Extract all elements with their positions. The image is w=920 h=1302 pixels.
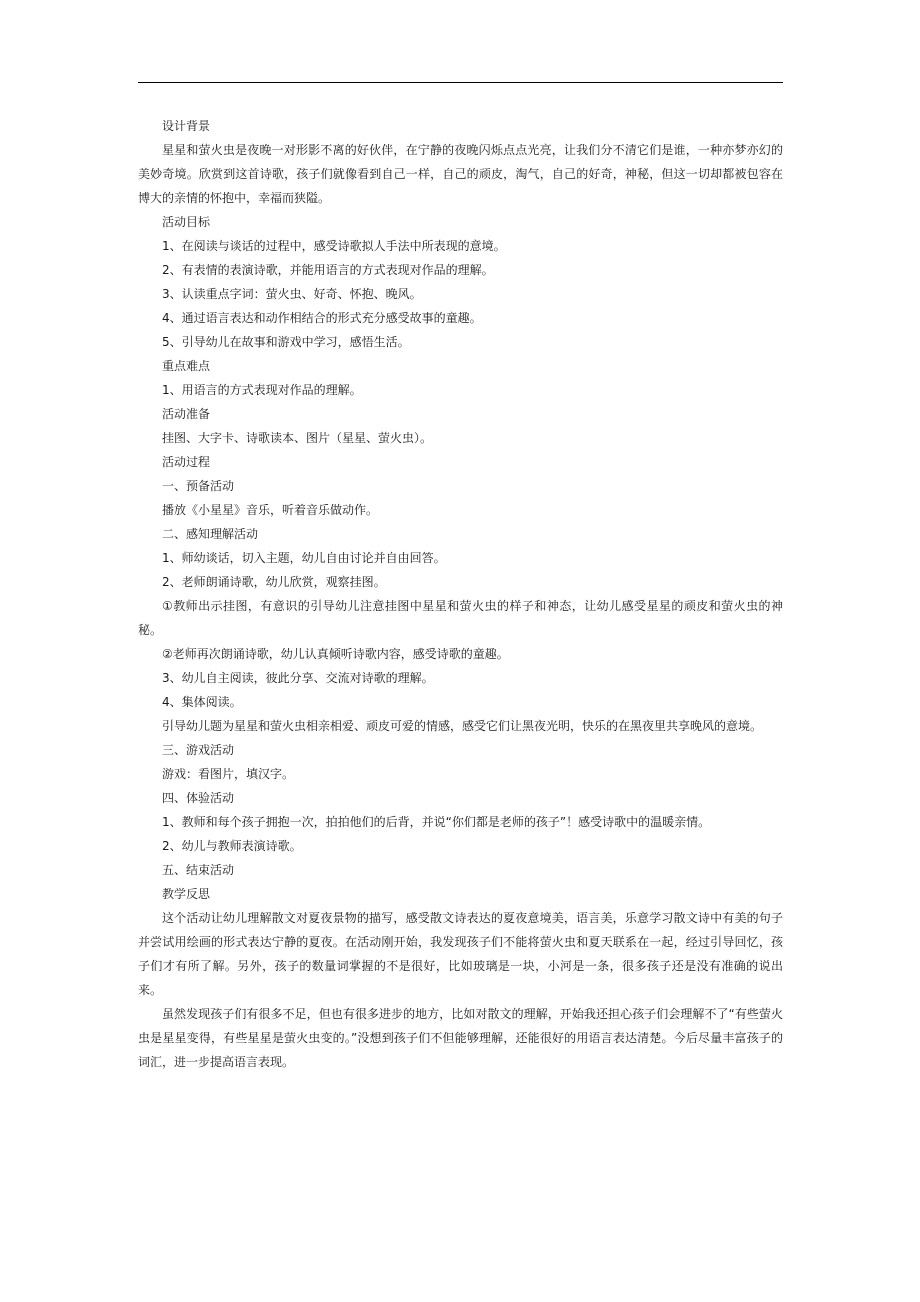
section-heading-preparation: 活动准备 xyxy=(162,407,211,421)
process-step4-item-1: 1、教师和每个孩子拥抱一次，拍拍他们的后背，并说“你们都是老师的孩子”！感受诗歌中的温暖亲情。 xyxy=(162,815,711,829)
section-heading-process: 活动过程 xyxy=(162,455,211,469)
process-step4-heading: 四、体验活动 xyxy=(162,791,235,805)
process-step3-text: 游戏：看图片，填汉字。 xyxy=(162,767,295,781)
design-background-text: 星星和萤火虫是夜晚一对形影不离的好伙伴，在宁静的夜晚闪烁点点光亮，让我们分不清它们是谁，一种亦梦亦幻的美妙奇境。欣赏到这首诗歌，孩子们就像看到自己一样，自己的顽皮，淘气，自己的好奇，神秘，但这一切却都被包容在博大的亲情的怀抱中，幸福而狭隘。 xyxy=(138,143,783,205)
document-body xyxy=(138,114,783,1074)
process-step3-heading: 三、游戏活动 xyxy=(162,743,235,757)
process-step2-item-1: 1、师幼谈话，切入主题，幼儿自由讨论并自由回答。 xyxy=(162,551,446,565)
process-step2-text: 引导幼儿题为星星和萤火虫相亲相爱、顽皮可爱的情感，感受它们让黑夜光明，快乐的在黑夜里共享晚风的意境。 xyxy=(162,719,763,733)
process-step2-item-2: 2、老师朗诵诗歌，幼儿欣赏，观察挂图。 xyxy=(162,575,386,589)
reflection-paragraph-2: 虽然发现孩子们有很多不足，但也有很多进步的地方，比如对散文的理解，开始我还担心孩子们会理解不了“有些萤火虫是星星变得，有些星星是萤火虫变的。”没想到孩子们不但能够理解，还能很好的用语言表达清楚。今后尽量丰富孩子的词汇，进一步提高语言表现。 xyxy=(138,1007,783,1069)
goal-item-2: 2、有表情的表演诗歌，并能用语言的方式表现对作品的理解。 xyxy=(162,263,494,277)
process-step2-sub-1: ①教师出示挂图，有意识的引导幼儿注意挂图中星星和萤火虫的样子和神态，让幼儿感受星星的顽皮和萤火虫的神秘。 xyxy=(138,599,783,637)
process-step1-heading: 一、预备活动 xyxy=(162,479,235,493)
process-step4-item-2: 2、幼儿与教师表演诗歌。 xyxy=(162,839,302,853)
goal-item-5: 5、引导幼儿在故事和游戏中学习，感悟生活。 xyxy=(162,335,410,349)
goal-item-4: 4、通过语言表达和动作相结合的形式充分感受故事的童趣。 xyxy=(162,311,482,325)
key-point-item-1: 1、用语言的方式表现对作品的理解。 xyxy=(162,383,362,397)
section-heading-goals: 活动目标 xyxy=(162,215,211,229)
section-heading-key-points: 重点难点 xyxy=(162,359,211,373)
reflection-paragraph-1: 这个活动让幼儿理解散文对夏夜景物的描写，感受散文诗表达的夏夜意境美，语言美，乐意学习散文诗中有美的句子并尝试用绘画的形式表达宁静的夏夜。在活动刚开始，我发现孩子们不能将萤火虫和夏天联系在一起，经过引导回忆，孩子们才有所了解。另外，孩子的数量词掌握的不是很好，比如玻璃是一块，小河是一条，很多孩子还是没有准确的说出来。 xyxy=(138,911,783,997)
process-step2-item-3: 3、幼儿自主阅读，彼此分享、交流对诗歌的理解。 xyxy=(162,671,434,685)
section-heading-design-background: 设计背景 xyxy=(162,119,211,133)
goal-item-3: 3、认读重点字词：萤火虫、好奇、怀抱、晚风。 xyxy=(162,287,422,301)
process-step5-heading: 五、结束活动 xyxy=(162,863,235,877)
header-rule xyxy=(138,82,783,83)
process-step2-item-4: 4、集体阅读。 xyxy=(162,695,242,709)
section-heading-reflection: 教学反思 xyxy=(162,887,211,901)
goal-item-1: 1、在阅读与谈话的过程中，感受诗歌拟人手法中所表现的意境。 xyxy=(162,239,506,253)
process-step2-heading: 二、感知理解活动 xyxy=(162,527,259,541)
process-step1-text: 播放《小星星》音乐，听着音乐做动作。 xyxy=(162,503,379,517)
preparation-text: 挂图、大字卡、诗歌读本、图片（星星、萤火虫）。 xyxy=(162,431,433,445)
process-step2-sub-2: ②老师再次朗诵诗歌，幼儿认真倾听诗歌内容，感受诗歌的童趣。 xyxy=(162,647,509,661)
